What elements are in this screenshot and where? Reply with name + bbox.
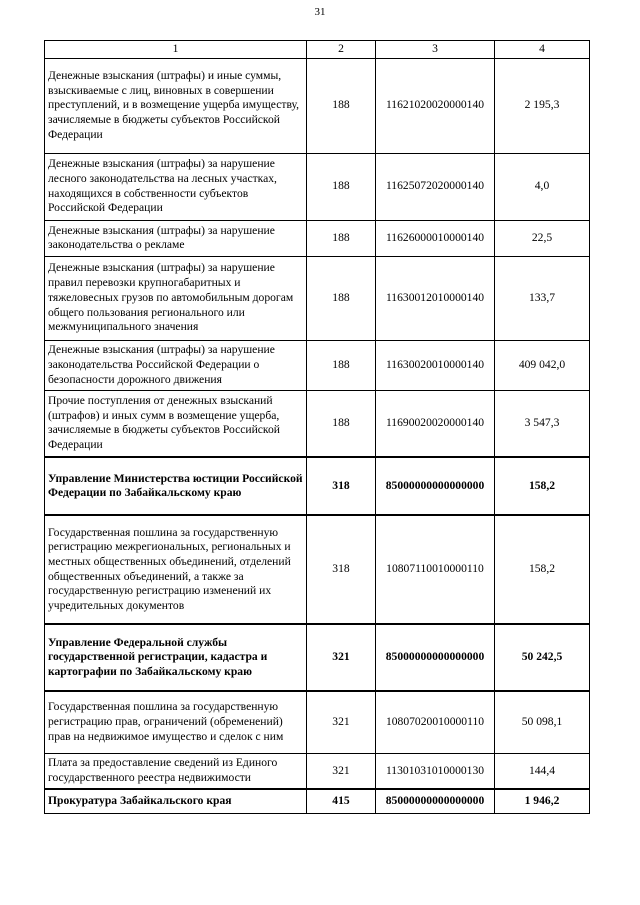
table-row [45, 256, 590, 340]
row-admin-code: 188 [307, 220, 376, 256]
table-row [45, 340, 590, 390]
row-name: Денежные взыскания (штрафы) за нарушение правил перевозки крупногабаритных и тяжеловесных грузов по автомобильным дорогам общего пользования регионального или межмуниципального значения [45, 256, 307, 340]
table-row-section [45, 624, 590, 691]
row-name: Плата за предоставление сведений из Единого государственного реестра недвижимости [45, 753, 307, 789]
revenue-table [44, 40, 590, 814]
row-admin-code: 188 [307, 153, 376, 220]
row-name: Денежные взыскания (штрафы) за нарушение лесного законодательства на лесных участках, находящихся в собственности субъектов Российской Федерации [45, 153, 307, 220]
row-admin-code: 188 [307, 340, 376, 390]
row-name: Государственная пошлина за государственную регистрацию межрегиональных, региональных и местных общественных объединений, отделений общественных объединений, а также за государственную регистрацию изменений их учредительных документов [45, 515, 307, 624]
table-row [45, 753, 590, 789]
row-revenue-code: 10807110010000110 [376, 515, 495, 624]
row-amount: 409 042,0 [495, 340, 590, 390]
row-revenue-code: 10807020010000110 [376, 691, 495, 753]
table-row-section [45, 789, 590, 813]
row-name: Денежные взыскания (штрафы) за нарушение законодательства о рекламе [45, 220, 307, 256]
row-name: Денежные взыскания (штрафы) и иные суммы, взыскиваемые с лиц, виновных в совершении преступлений, и в возмещение ущерба имуществу, зачисляемые в бюджеты субъектов Российской Федерации [45, 58, 307, 153]
row-amount: 158,2 [495, 457, 590, 515]
row-amount: 4,0 [495, 153, 590, 220]
row-admin-code: 415 [307, 789, 376, 813]
table-row-section [45, 457, 590, 515]
column-header: 1 [45, 41, 307, 59]
row-amount: 3 547,3 [495, 390, 590, 457]
table-row [45, 58, 590, 153]
row-name: Денежные взыскания (штрафы) за нарушение законодательства Российской Федерации о безопасности дорожного движения [45, 340, 307, 390]
table-row [45, 691, 590, 753]
row-amount: 2 195,3 [495, 58, 590, 153]
row-name: Прочие поступления от денежных взысканий (штрафов) и иных сумм в возмещение ущерба, зачисляемые в бюджеты субъектов Российской Федерации [45, 390, 307, 457]
column-header: 2 [307, 41, 376, 59]
table-row [45, 220, 590, 256]
row-revenue-code: 11621020020000140 [376, 58, 495, 153]
row-amount: 22,5 [495, 220, 590, 256]
row-revenue-code: 11626000010000140 [376, 220, 495, 256]
row-revenue-code: 11630020010000140 [376, 340, 495, 390]
row-name: Государственная пошлина за государственную регистрацию прав, ограничений (обременений) прав на недвижимое имущество и сделок с ним [45, 691, 307, 753]
table-header-row [45, 41, 590, 59]
row-name: Управление Федеральной службы государственной регистрации, кадастра и картографии по Забайкальскому краю [45, 624, 307, 691]
table-row [45, 515, 590, 624]
row-revenue-code: 85000000000000000 [376, 624, 495, 691]
page-number: 31 [314, 6, 326, 18]
column-header: 4 [495, 41, 590, 59]
row-revenue-code: 11630012010000140 [376, 256, 495, 340]
row-admin-code: 318 [307, 457, 376, 515]
row-amount: 158,2 [495, 515, 590, 624]
row-admin-code: 321 [307, 624, 376, 691]
row-admin-code: 321 [307, 753, 376, 789]
row-revenue-code: 85000000000000000 [376, 457, 495, 515]
row-admin-code: 188 [307, 58, 376, 153]
row-amount: 133,7 [495, 256, 590, 340]
table-row [45, 390, 590, 457]
table-row [45, 153, 590, 220]
row-revenue-code: 11301031010000130 [376, 753, 495, 789]
row-amount: 50 242,5 [495, 624, 590, 691]
row-amount: 1 946,2 [495, 789, 590, 813]
row-admin-code: 188 [307, 256, 376, 340]
row-admin-code: 188 [307, 390, 376, 457]
row-revenue-code: 11625072020000140 [376, 153, 495, 220]
row-revenue-code: 85000000000000000 [376, 789, 495, 813]
column-header: 3 [376, 41, 495, 59]
row-name: Прокуратура Забайкальского края [45, 789, 307, 813]
row-amount: 50 098,1 [495, 691, 590, 753]
row-admin-code: 318 [307, 515, 376, 624]
row-revenue-code: 11690020020000140 [376, 390, 495, 457]
row-name: Управление Министерства юстиции Российской Федерации по Забайкальскому краю [45, 457, 307, 515]
row-admin-code: 321 [307, 691, 376, 753]
row-amount: 144,4 [495, 753, 590, 789]
